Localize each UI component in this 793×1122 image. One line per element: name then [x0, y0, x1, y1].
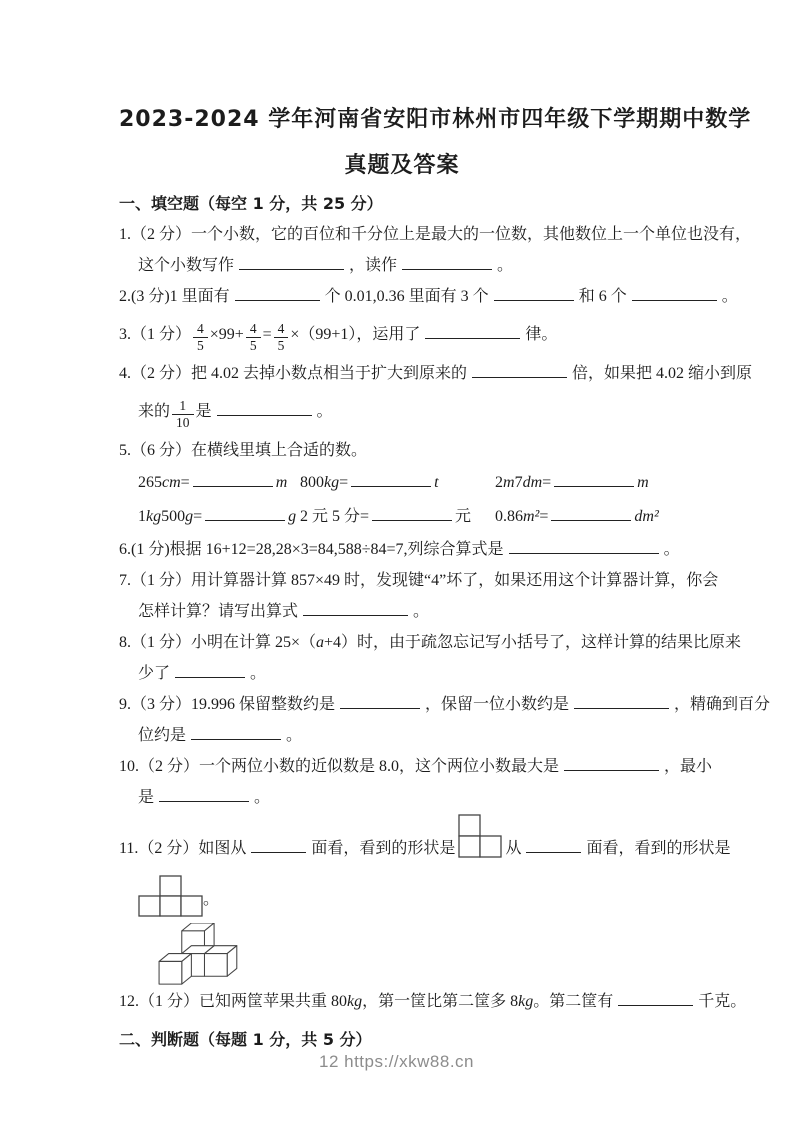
- fraction-4-5: $\frac{4}{5}$: [193, 321, 208, 353]
- unit-conversion-item: 1kg500g= g: [138, 500, 300, 534]
- answer-blank: [425, 323, 520, 339]
- unit-conversion-item: 2m7dm= m: [495, 466, 649, 500]
- answer-blank: [351, 471, 431, 487]
- t-tetromino-figure-icon: [138, 875, 203, 918]
- question-3-text: =: [262, 326, 272, 343]
- question-8-line2: [119, 658, 685, 689]
- question-4-text: 是: [195, 403, 212, 420]
- question-1-text: 。: [497, 257, 514, 274]
- question-12-text: ，第一筐比第二筐多 8: [362, 993, 519, 1010]
- question-7-text: 怎样计算？请写出算式: [138, 603, 299, 620]
- question-12-text: 千克。: [698, 993, 747, 1010]
- question-1-text: ，读作: [349, 257, 398, 274]
- question-9-text: ，精确到百分: [674, 696, 771, 713]
- answer-blank: [205, 505, 285, 521]
- question-9-line1: [119, 689, 771, 720]
- question-12-text: 12.（1 分）已知两筐苹果共重 80: [119, 993, 348, 1010]
- question-10-line1: [119, 751, 713, 782]
- question-2-text: 。: [721, 288, 738, 305]
- question-9-text: ，保留一位小数约是: [425, 696, 570, 713]
- answer-blank: [303, 600, 408, 616]
- answer-blank: [564, 755, 659, 771]
- page-title-line1: 2023-2024 学年河南省安阳市林州市四年级下学期期中数学: [119, 107, 752, 132]
- question-7-text: 。: [413, 603, 430, 620]
- answer-blank: [494, 285, 574, 301]
- answer-blank: [574, 693, 669, 709]
- unit-kg: kg: [347, 993, 363, 1010]
- question-8-text: 8.（1 分）小明在计算 25×（: [119, 634, 317, 651]
- question-10-text: 10.（2 分）一个两位小数的近似数是 8.0，这个两位小数最大是: [119, 758, 560, 775]
- unit-conversion-item: 265cm= m: [138, 466, 300, 500]
- question-4-text: 来的: [138, 403, 171, 420]
- question-1-line2: [119, 250, 685, 281]
- answer-blank: [509, 538, 659, 554]
- question-9-text: 9.（3 分）19.996 保留整数约是: [119, 696, 336, 713]
- answer-blank: [175, 662, 245, 678]
- answer-blank: [235, 285, 320, 301]
- question-1-line1: 1.（2 分）一个小数，它的百位和千分位上是最大的一位数，其他数位上一个单位也没有，: [119, 226, 752, 243]
- question-8-line1: [119, 627, 742, 658]
- answer-blank: [191, 724, 281, 740]
- question-12: [119, 986, 747, 1017]
- unit-conversion-item: 800kg= t: [300, 466, 495, 500]
- question-5-row1: [119, 466, 685, 500]
- question-5-intro: [119, 435, 685, 466]
- question-10-text: 。: [254, 789, 271, 806]
- question-7-text: 7.（1 分）用计算器计算 857×49 时，发现键“4”坏了，如果还用这个计算器计算，你会: [119, 572, 719, 589]
- question-11-front-view: [119, 875, 685, 922]
- answer-blank: [239, 254, 344, 270]
- unit-conversion-item: 0.86m²= dm²: [495, 500, 659, 534]
- question-6: [119, 534, 685, 565]
- question-11-text: 面看，看到的形状是: [586, 840, 731, 857]
- question-4-text: 4.（2 分）把 4.02 去掉小数点相当于扩大到原来的: [119, 365, 468, 382]
- stacked-cubes-3d-figure-icon: [138, 923, 250, 985]
- question-3-text: 3.（1 分）: [119, 326, 192, 343]
- answer-blank: [632, 285, 717, 301]
- question-3: [119, 312, 685, 358]
- question-2-text: 和 6 个: [578, 288, 627, 305]
- question-9-text: 。: [286, 727, 303, 744]
- fraction-1-10: $\frac{1}{10}$: [172, 398, 194, 430]
- question-8-text: 少了: [138, 665, 171, 682]
- answer-blank: [193, 471, 273, 487]
- answer-blank: [618, 990, 693, 1006]
- section-1-heading: 一、填空题（每空 1 分，共 25 分）: [119, 194, 383, 213]
- question-5-row2: [119, 500, 685, 534]
- question-8-text: +4）时，由于疏忽忘记写小括号了，这样计算的结果比原来: [324, 634, 742, 651]
- unit-conversion-item: 2 元 5 分= 元: [300, 500, 495, 534]
- answer-blank: [472, 362, 567, 378]
- question-2-text: 个 0.01,0.36 里面有 3 个: [324, 288, 489, 305]
- question-5-text: 5.（6 分）在横线里填上合适的数。: [119, 442, 368, 459]
- question-4-line2: [119, 389, 685, 435]
- section-2-heading: 二、判断题（每题 1 分，共 5 分）: [119, 1030, 372, 1049]
- question-10-text: ，最小: [664, 758, 713, 775]
- fraction-4-5: $\frac{4}{5}$: [246, 321, 261, 353]
- variable-a: a: [316, 634, 325, 651]
- page-footer-url: 12 https://xkw88.cn: [318, 1052, 475, 1071]
- question-3-text: ×（99+1），运用了: [290, 326, 421, 343]
- question-8-text: 。: [250, 665, 267, 682]
- question-11-solid-figure: [119, 922, 685, 986]
- answer-blank: [372, 505, 452, 521]
- question-7-line1: [119, 565, 719, 596]
- question-7-line2: [119, 596, 685, 627]
- question-10-text: 是: [138, 789, 155, 806]
- question-6-text: 。: [663, 541, 680, 558]
- question-4-line1: [119, 358, 753, 389]
- question-11-text: 面看，看到的形状是: [311, 840, 456, 857]
- page-title-line2: 真题及答案: [344, 153, 460, 178]
- question-11-text: 。: [203, 891, 220, 908]
- answer-blank: [159, 786, 249, 802]
- answer-blank: [554, 471, 634, 487]
- answer-blank: [251, 837, 306, 853]
- answer-blank: [217, 400, 312, 416]
- answer-blank: [340, 693, 420, 709]
- answer-blank: [526, 837, 581, 853]
- question-1-text: 这个小数写作: [138, 257, 235, 274]
- question-11-text: 从: [505, 840, 522, 857]
- answer-blank: [551, 505, 631, 521]
- question-9-text: 位约是: [138, 727, 187, 744]
- question-6-text: 6.(1 分)根据 16+12=28,28×3=84,588÷84=7,列综合算式是: [119, 541, 504, 558]
- question-11-line1: [119, 813, 731, 875]
- question-4-text: 倍，如果把 4.02 缩小到原: [572, 365, 753, 382]
- fraction-4-5: $\frac{4}{5}$: [274, 321, 289, 353]
- question-2-text: 2.(3 分)1 里面有: [119, 288, 230, 305]
- question-9-line2: [119, 720, 685, 751]
- question-10-line2: [119, 782, 685, 813]
- answer-blank: [402, 254, 492, 270]
- question-3-text: ×99+: [209, 326, 244, 343]
- question-3-text: 律。: [525, 326, 558, 343]
- question-11-text: 11.（2 分）如图从: [119, 840, 247, 857]
- question-12-text: 。第二筐有: [533, 993, 614, 1010]
- unit-kg: kg: [518, 993, 534, 1010]
- question-1: [119, 219, 752, 250]
- question-4-text: 。: [316, 403, 333, 420]
- l-tromino-figure-icon: [458, 813, 502, 859]
- question-2: [119, 281, 738, 312]
